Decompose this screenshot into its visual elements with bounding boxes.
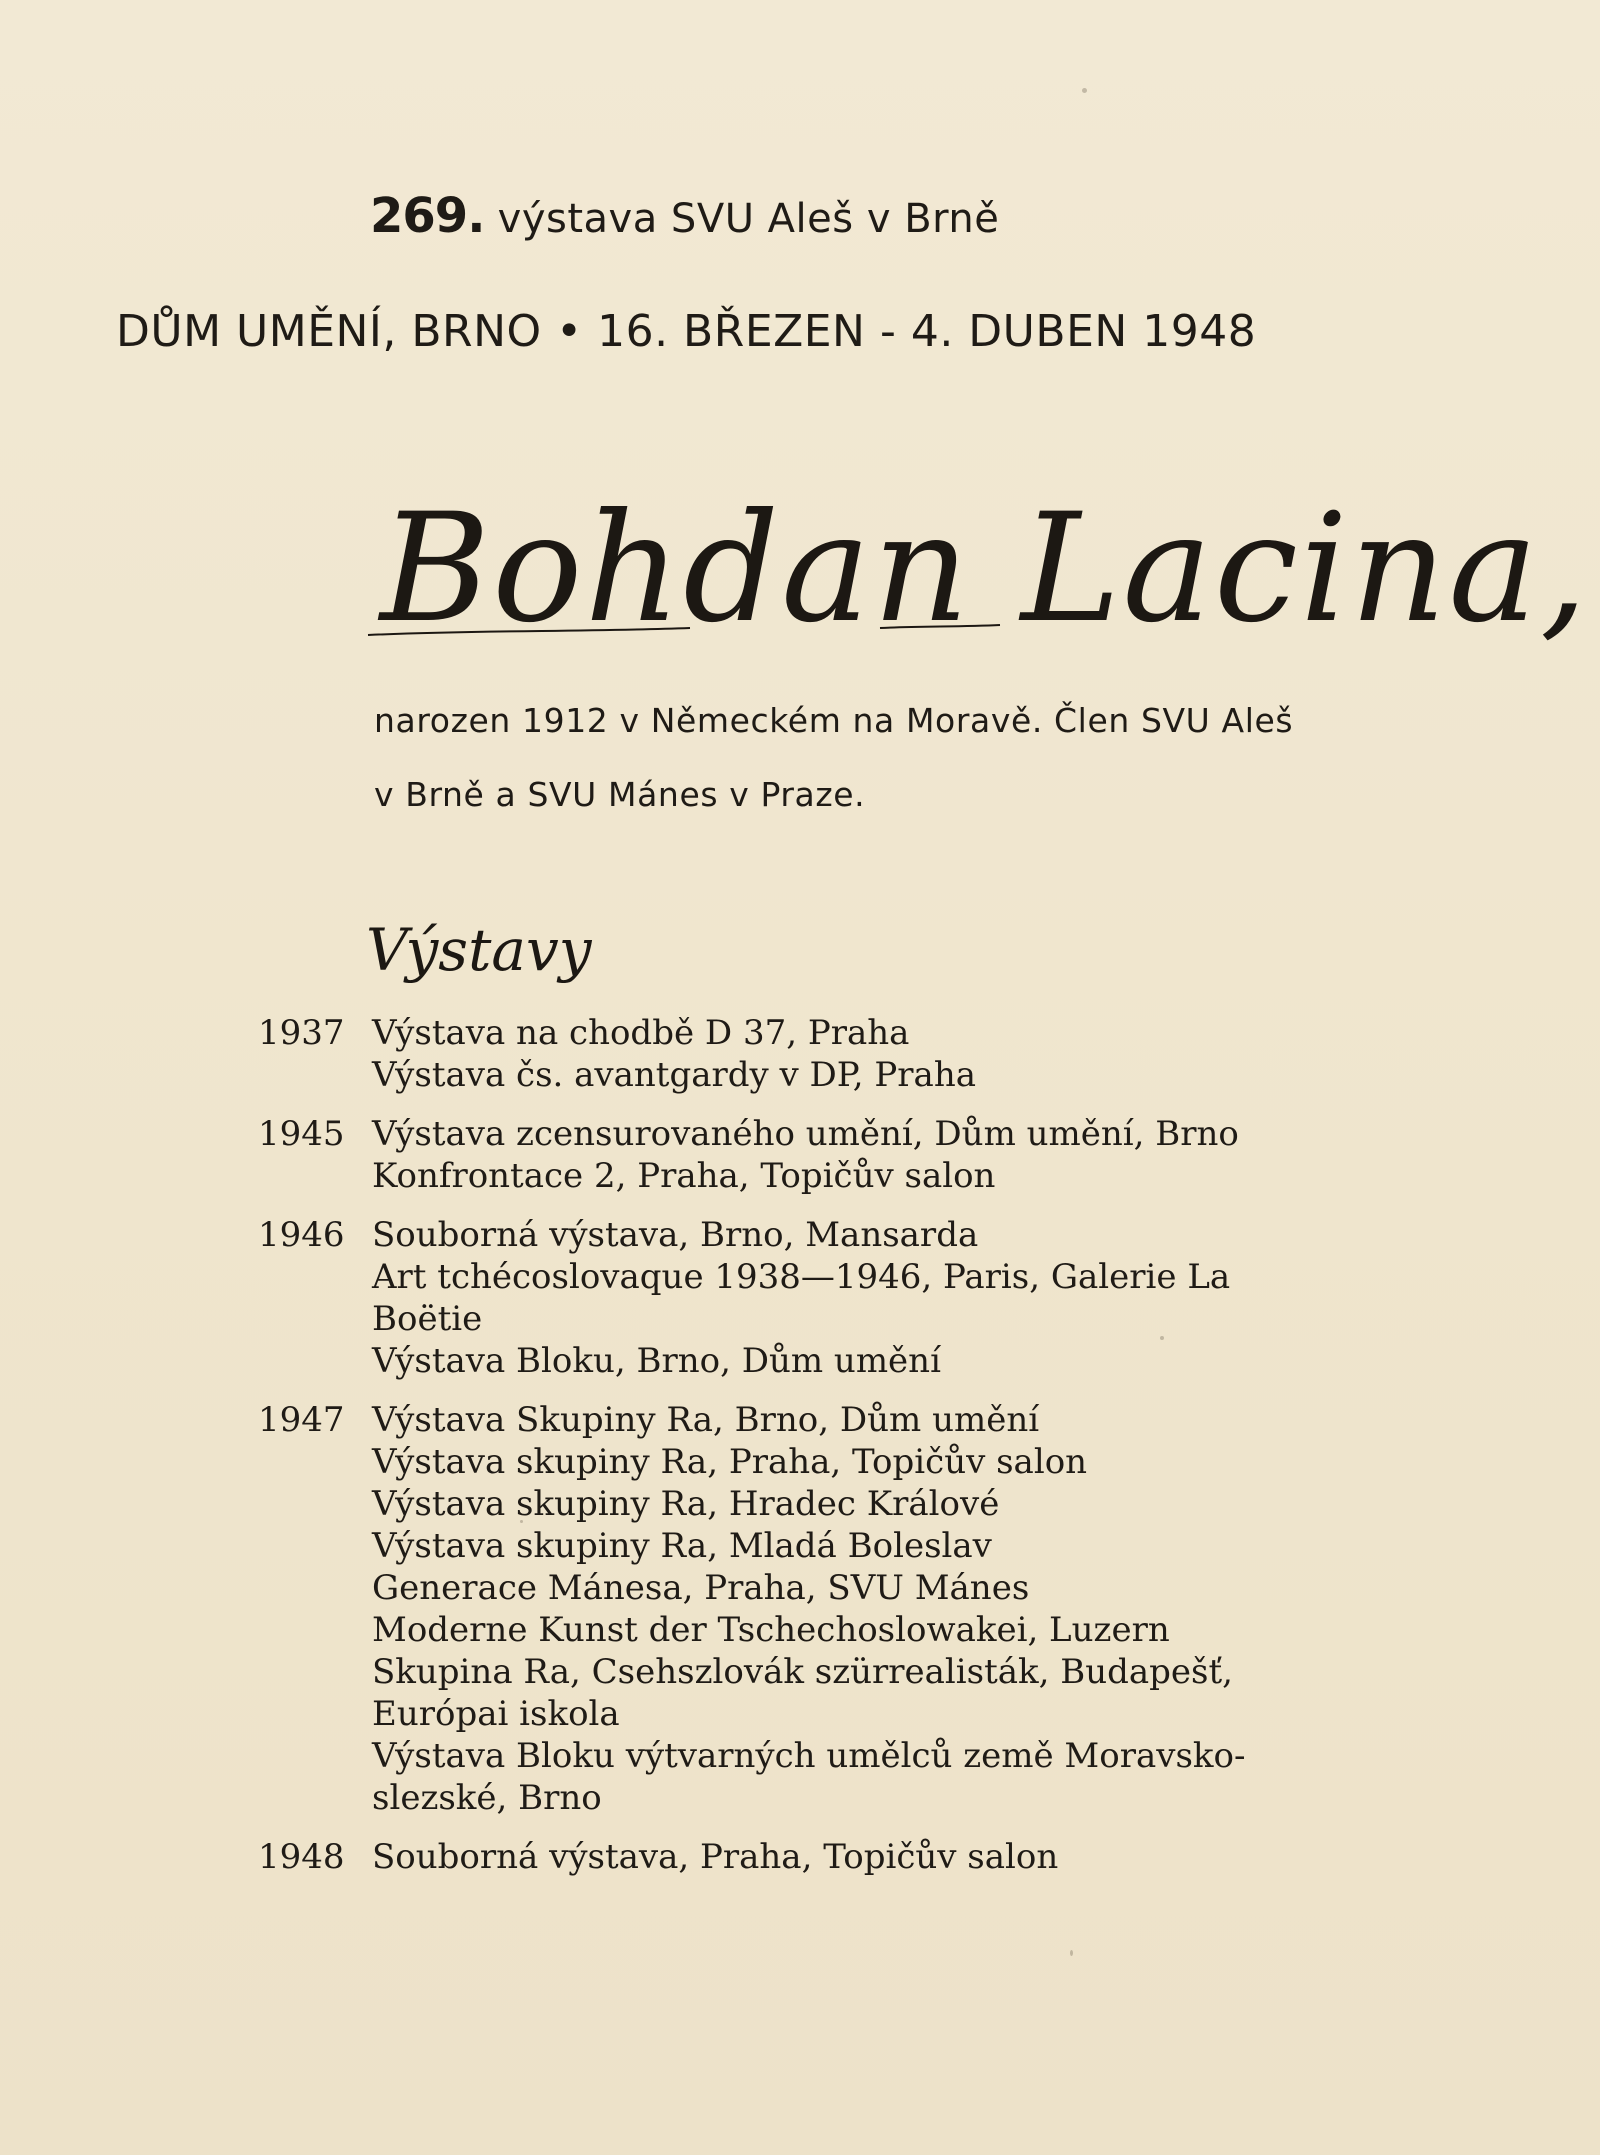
paper-speck <box>520 1520 523 1523</box>
exhibition-number: 269. <box>370 188 485 244</box>
exhibition-entry: Európai iskola <box>372 1694 620 1734</box>
paper-speck <box>1070 1950 1073 1956</box>
year-entries <box>372 1836 1418 1878</box>
year-label: 1945 <box>258 1114 345 1154</box>
exhibition-entry: Konfrontace 2, Praha, Topičův salon <box>372 1156 996 1196</box>
exhibition-entry: Výstava skupiny Ra, Mladá Boleslav <box>372 1526 992 1566</box>
exhibition-list <box>258 1012 1418 1895</box>
exhibition-entry: Art tchécoslovaque 1938—1946, Paris, Galerie La <box>372 1257 1231 1297</box>
section-heading <box>360 908 600 998</box>
exhibition-title <box>370 188 999 244</box>
year-entries <box>372 1214 1418 1382</box>
exhibition-entry: Výstava na chodbě D 37, Praha <box>372 1013 910 1053</box>
year-group <box>258 1399 1418 1819</box>
exhibition-entry: Souborná výstava, Praha, Topičův salon <box>372 1837 1059 1877</box>
year-entries <box>372 1113 1418 1197</box>
venue-dates: DŮM UMĚNÍ, BRNO • 16. BŘEZEN - 4. DUBEN 1948 <box>116 306 1257 357</box>
exhibition-entry: Výstava Skupiny Ra, Brno, Dům umění <box>372 1400 1040 1440</box>
exhibition-entry: Boëtie <box>372 1299 483 1339</box>
artist-name <box>360 480 1590 680</box>
year-group <box>258 1214 1418 1382</box>
year-label: 1947 <box>258 1400 345 1440</box>
exhibition-entry: Výstava Bloku, Brno, Dům umění <box>372 1341 941 1381</box>
exhibition-entry: Skupina Ra, Csehszlovák szürrealisták, Budapešť, <box>372 1652 1233 1692</box>
exhibition-entry: Moderne Kunst der Tschechoslowakei, Luzern <box>372 1610 1170 1650</box>
year-group <box>258 1836 1418 1878</box>
exhibition-entry: Výstava čs. avantgardy v DP, Praha <box>372 1055 976 1095</box>
exhibition-entry: Generace Mánesa, Praha, SVU Mánes <box>372 1568 1030 1608</box>
exhibition-entry: slezské, Brno <box>372 1778 602 1818</box>
bio-line: v Brně a SVU Mánes v Praze. <box>374 775 866 814</box>
exhibition-entry: Výstava Bloku výtvarných umělců země Moravsko- <box>372 1736 1246 1776</box>
bio-line: narozen 1912 v Německém na Moravě. Člen SVU Aleš <box>374 701 1294 740</box>
year-group <box>258 1113 1418 1197</box>
artist-name-text: Bohdan Lacina, <box>380 482 1590 656</box>
year-entries <box>372 1399 1418 1819</box>
year-label: 1946 <box>258 1215 345 1255</box>
year-label: 1948 <box>258 1837 345 1877</box>
exhibition-entry: Výstava skupiny Ra, Praha, Topičův salon <box>372 1442 1088 1482</box>
artist-bio <box>374 684 1414 832</box>
year-group <box>258 1012 1418 1096</box>
year-label: 1937 <box>258 1013 345 1053</box>
section-heading-text: Výstavy <box>366 916 592 984</box>
paper-speck <box>1160 1336 1164 1340</box>
year-entries <box>372 1012 1418 1096</box>
exhibition-entry: Výstava zcensurovaného umění, Dům umění, Brno <box>372 1114 1239 1154</box>
exhibition-title-text: výstava SVU Aleš v Brně <box>497 196 1000 242</box>
exhibition-entry: Výstava skupiny Ra, Hradec Králové <box>372 1484 1000 1524</box>
paper-speck <box>1082 88 1087 93</box>
exhibition-entry: Souborná výstava, Brno, Mansarda <box>372 1215 979 1255</box>
